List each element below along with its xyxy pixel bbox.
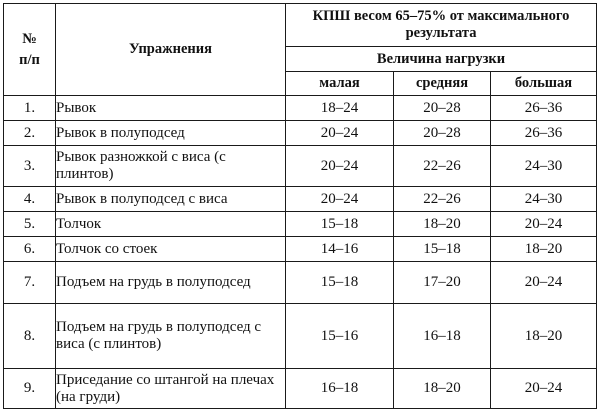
row-number: 1. — [4, 96, 56, 121]
row-high: 18–20 — [491, 304, 597, 369]
table-row — [4, 262, 597, 304]
row-high: 18–20 — [491, 237, 597, 262]
row-medium: 18–20 — [394, 212, 491, 237]
row-low: 20–24 — [286, 187, 394, 212]
header-load-medium: средняя — [394, 72, 491, 96]
table-row — [4, 369, 597, 409]
row-high: 20–24 — [491, 369, 597, 409]
header-group: КПШ весом 65–75% от максимального результата — [286, 4, 597, 47]
row-number: 4. — [4, 187, 56, 212]
row-number: 3. — [4, 146, 56, 187]
row-medium: 15–18 — [394, 237, 491, 262]
table-row — [4, 212, 597, 237]
table-row — [4, 304, 597, 369]
row-medium: 17–20 — [394, 262, 491, 304]
header-number-line1: № — [22, 30, 37, 47]
row-number: 9. — [4, 369, 56, 409]
row-low: 15–16 — [286, 304, 394, 369]
header-load-high: большая — [491, 72, 597, 96]
row-number: 2. — [4, 121, 56, 146]
training-load-table — [3, 3, 597, 409]
row-low: 20–24 — [286, 121, 394, 146]
table-row — [4, 237, 597, 262]
row-high: 26–36 — [491, 96, 597, 121]
header-number — [4, 4, 56, 96]
row-high: 20–24 — [491, 212, 597, 237]
row-exercise: Толчок — [56, 212, 286, 237]
row-high: 24–30 — [491, 187, 597, 212]
row-exercise: Рывок в полуподсед с виса — [56, 187, 286, 212]
table-row — [4, 146, 597, 187]
row-low: 18–24 — [286, 96, 394, 121]
header-load-label: Величина нагрузки — [286, 47, 597, 72]
row-exercise: Подъем на грудь в полуподсед с виса (с плинтов) — [56, 304, 286, 369]
table-row — [4, 187, 597, 212]
row-exercise: Приседание со штангой на плечах (на груди) — [56, 369, 286, 409]
row-exercise: Толчок со стоек — [56, 237, 286, 262]
table-row — [4, 121, 597, 146]
header-exercise: Упражнения — [56, 4, 286, 96]
row-high: 20–24 — [491, 262, 597, 304]
row-number: 6. — [4, 237, 56, 262]
row-number: 7. — [4, 262, 56, 304]
row-exercise: Рывок в полуподсед — [56, 121, 286, 146]
row-medium: 16–18 — [394, 304, 491, 369]
row-high: 24–30 — [491, 146, 597, 187]
table-row — [4, 96, 597, 121]
row-medium: 22–26 — [394, 146, 491, 187]
row-high: 26–36 — [491, 121, 597, 146]
row-medium: 20–28 — [394, 96, 491, 121]
row-number: 5. — [4, 212, 56, 237]
row-medium: 18–20 — [394, 369, 491, 409]
row-exercise: Рывок — [56, 96, 286, 121]
row-low: 15–18 — [286, 262, 394, 304]
header-number-line2: п/п — [19, 51, 40, 68]
header-load-low: малая — [286, 72, 394, 96]
row-medium: 20–28 — [394, 121, 491, 146]
row-exercise: Подъем на грудь в полуподсед — [56, 262, 286, 304]
row-medium: 22–26 — [394, 187, 491, 212]
row-low: 16–18 — [286, 369, 394, 409]
row-low: 15–18 — [286, 212, 394, 237]
row-low: 20–24 — [286, 146, 394, 187]
row-low: 14–16 — [286, 237, 394, 262]
row-exercise: Рывок разножкой с виса (с плинтов) — [56, 146, 286, 187]
row-number: 8. — [4, 304, 56, 369]
